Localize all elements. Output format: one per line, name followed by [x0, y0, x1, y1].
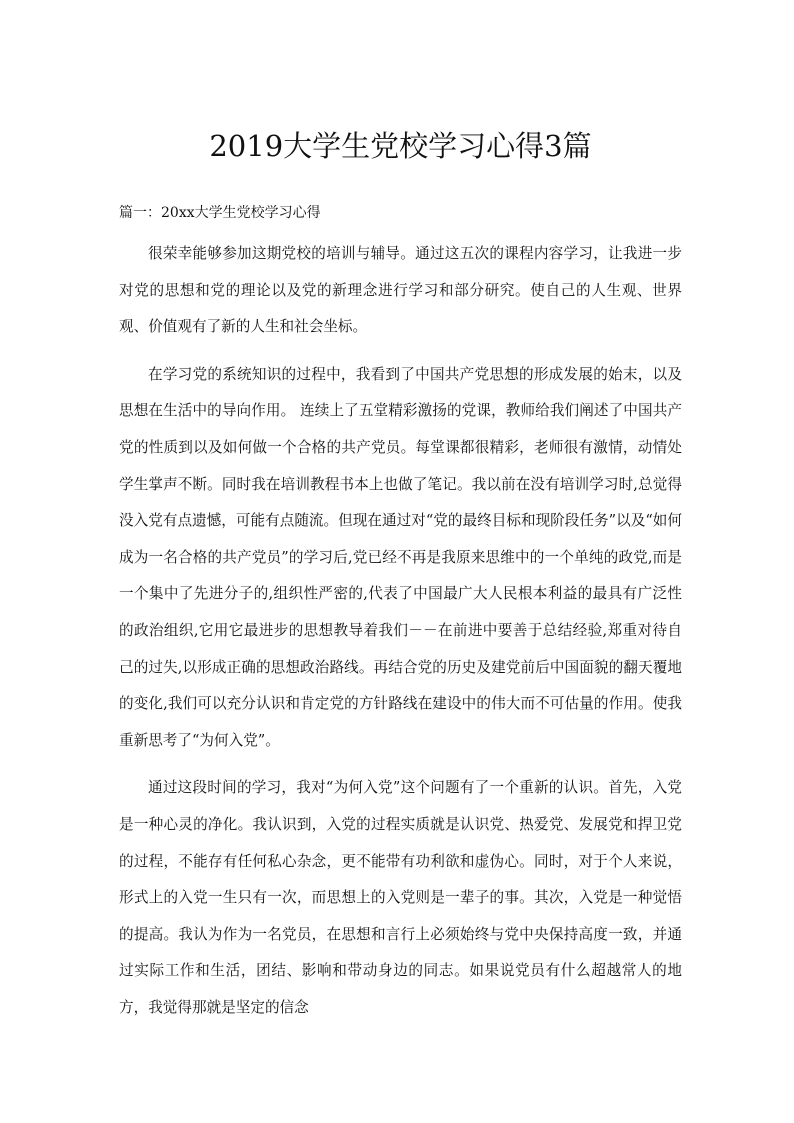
paragraph-1: 很荣幸能够参加这期党校的培训与辅导。通过这五次的课程内容学习，让我进一步对党的思想和党的理论以及党的新理念进行学习和部分研究。使自己的人生观、世界观、价值观有了新的人生和社会坐标。: [119, 245, 682, 336]
paragraph-3: 通过这段时间的学习，我对“为何入党”这个问题有了一个重新的认识。首先，入党是一种心灵的净化。我认识到，入党的过程实质就是认识党、热爱党、发展党和捍卫党的过程，不能存有任何私心杂念，更不能带有功利欲和虚伪心。同时，对于个人来说，形式上的入党一生只有一次，而思想上的入党则是一辈子的事。其次，入党是一种觉悟的提高。我认为作为一名党员，在思想和言行上必须始终与党中央保持高度一致，并通过实际工作和生活，团结、影响和带动身边的同志。如果说党员有什么超越常人的地方，我觉得那就是坚定的信念: [119, 779, 682, 1016]
paragraph-2: 在学习党的系统知识的过程中，我看到了中国共产党思想的形成发展的始末，以及思想在生活中的导向作用。 连续上了五堂精彩激扬的党课，教师给我们阐述了中国共产党的性质到以及如何做一个合格的共产党员。每堂课都很精彩，老师很有激情，动情处学生掌声不断。同时我在培训教程书本上也做了笔记。我以前在没有培训学习时,总觉得没入党有点遗憾，可能有点随流。但现在通过对“党的最终目标和现阶段任务”以及“如何成为一名合格的共产党员”的学习后,党已经不再是我原来思维中的一个单纯的政党,而是一个集中了先进分子的,组织性严密的,代表了中国最广大人民根本利益的最具有广泛性的政治组织,它用它最进步的思想教导着我们－－在前进中要善于总结经验,郑重对待自己的过失,以形成正确的思想政治路线。再结合党的历史及建党前后中国面貌的翻天覆地的变化,我们可以充分认识和肯定党的方针路线在建设中的伟大而不可估量的作用。使我重新思考了“为何入党”。: [119, 365, 682, 749]
document-title: 2019大学生党校学习心得3篇: [209, 129, 592, 163]
section-heading: 篇一：20xx大学生党校学习心得: [119, 205, 321, 221]
